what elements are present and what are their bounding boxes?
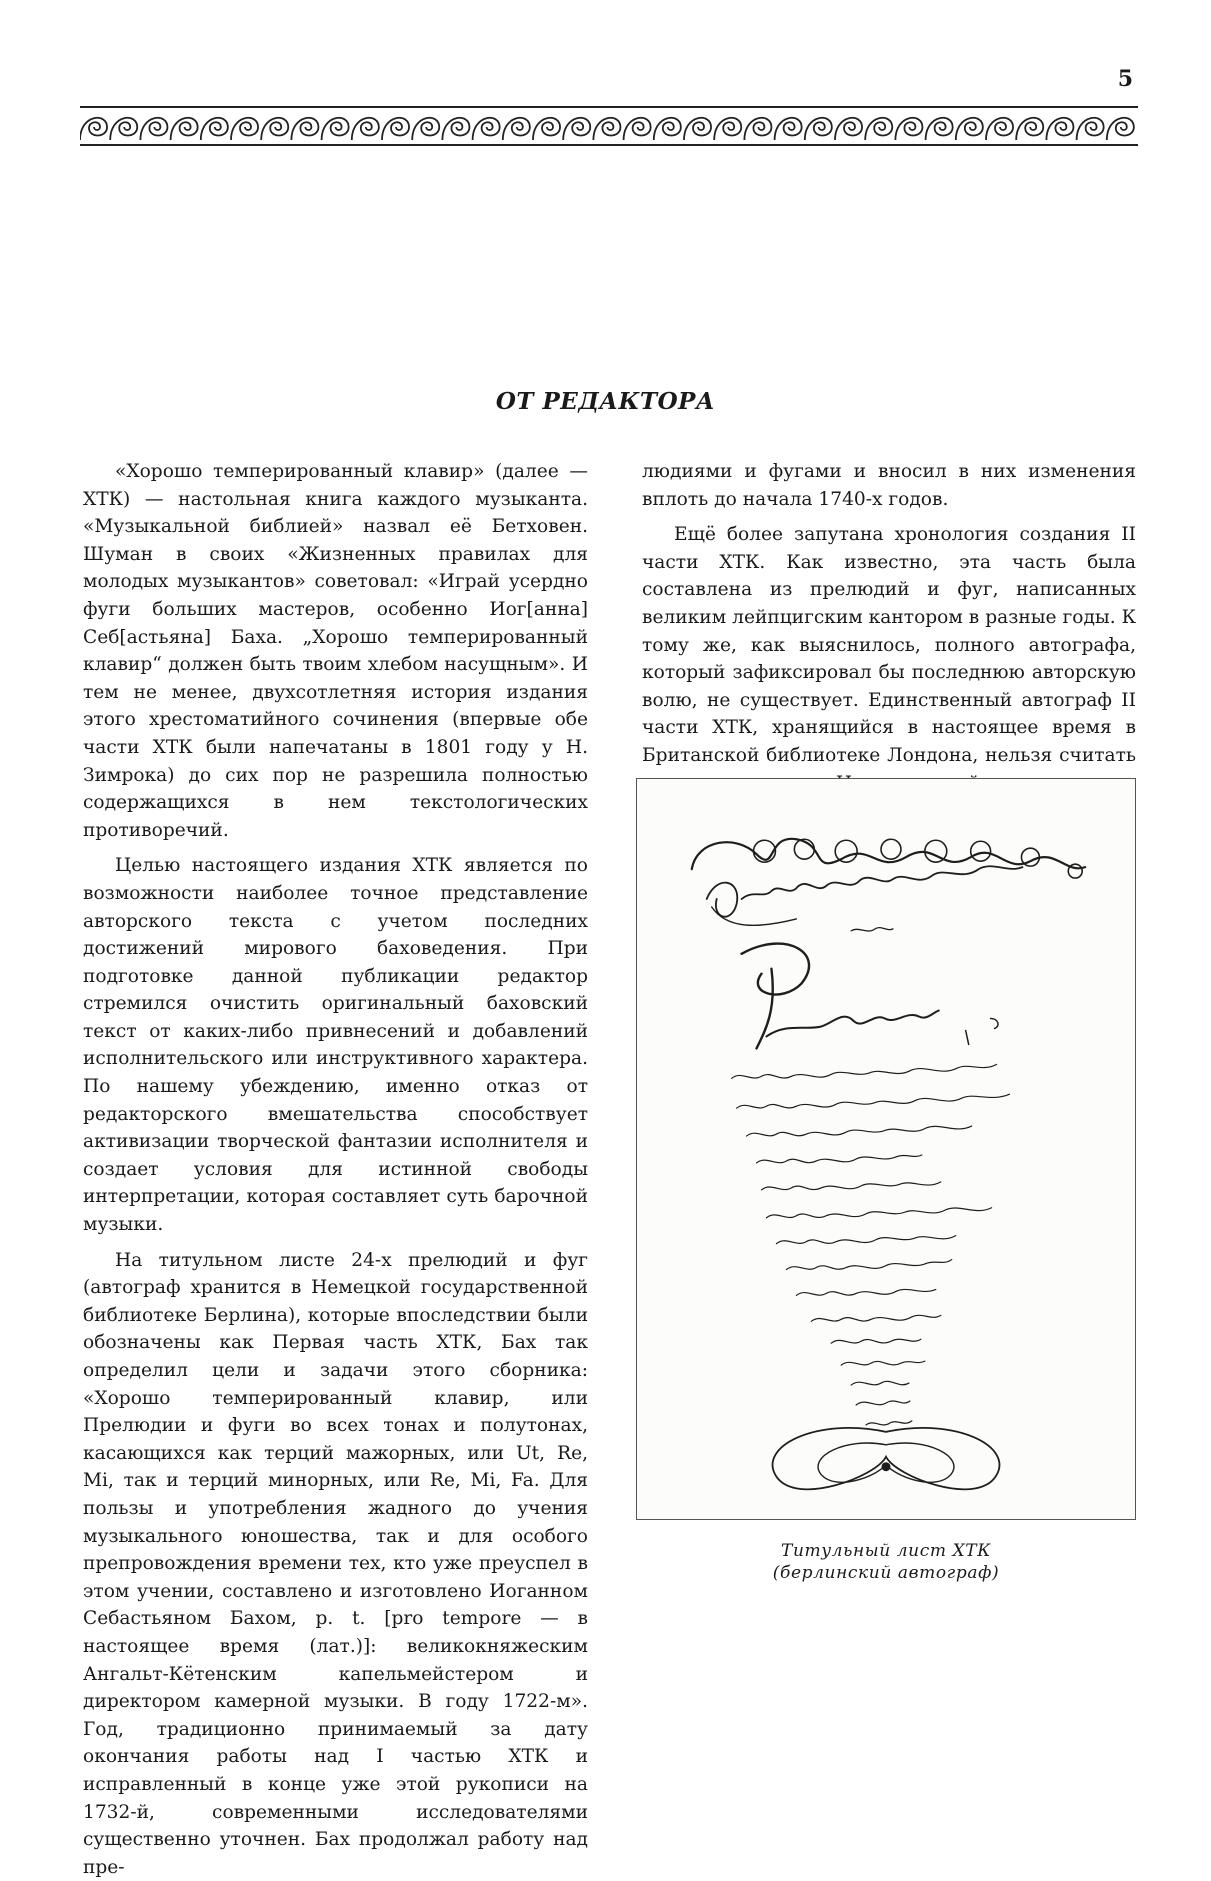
scroll-spiral	[201, 118, 228, 140]
scroll-spiral	[110, 118, 137, 140]
scroll-spiral	[412, 118, 439, 140]
scroll-spiral	[926, 118, 953, 140]
manuscript-title-page-image	[636, 778, 1136, 1520]
scroll-spiral	[322, 118, 349, 140]
paragraph: На титульном листе 24-х прелюдий и фуг (автограф хранится в Немецкой государственной библиотеке Берлина), которые впоследствии были обозначены как Первая часть ХТК, Бах так определил цели и задачи этого сборника: «Хорошо темперированный клавир, или Прелюдии и фуги во всех тонах и полутонах, касающихся как терций мажорных, или Ut, Re, Mi, так и терций минорных, или Re, Mi, Fa. Для пользы и употребления жадного до учения музыкального юношества, так и для особого препровождения времени тех, кто уже преуспел в этом учении, составлено и изготовлено Иоганном Себастьяном Бахом, p. t. [pro tempore — в настоящее время (лат.)]: великокняжеским Ангальт-Кётенским капельмейстером и директором камерной музыки. В году 1722-м». Год, традиционно принимаемый за дату окончания работы над I частью ХТК и исправленный в конце уже этой рукописи на 1732-й, современными исследователями существенно уточнен. Бах продолжал работу над пре-	[83, 1249, 588, 1878]
scroll-spiral	[744, 118, 771, 140]
scroll-spiral	[593, 118, 620, 140]
scroll-spiral	[684, 118, 711, 140]
paragraph: людиями и фугами и вносил в них изменения вплоть до начала 1740-х годов.	[642, 461, 1136, 510]
caption-line: (берлинский автограф)	[772, 1563, 1000, 1583]
scroll-spiral	[805, 118, 832, 140]
scroll-spiral	[352, 118, 379, 140]
scroll-ornament-border	[80, 104, 1138, 148]
scroll-spiral	[231, 118, 258, 140]
scroll-spiral	[533, 118, 560, 140]
scroll-spiral	[624, 118, 651, 140]
scroll-spiral	[382, 118, 409, 140]
scroll-spiral	[986, 118, 1013, 140]
scroll-spiral	[563, 118, 590, 140]
scroll-spiral	[473, 118, 500, 140]
scroll-spiral	[714, 118, 741, 140]
scroll-spiral	[775, 118, 802, 140]
paragraph: Целью настоящего издания ХТК является по возможности наиболее точное представление авторского текста с учетом последних достижений мирового баховедения. При подготовке данной публикации редактор стремился очистить оригинальный баховский текст от каких-либо привнесений и добавлений исполнительского или инструктивного характера. По нашему убеждению, именно отказ от редакторского вмешательства способствует активизации творческой фантазии исполнителя и создает условия для истинной свободы интерпретации, которая составляет суть барочной музыки.	[83, 855, 588, 1236]
right-text-column	[642, 458, 1136, 825]
scroll-spiral	[895, 118, 922, 140]
section-heading: ОТ РЕДАКТОРА	[495, 388, 716, 415]
scroll-spiral	[140, 118, 167, 140]
paragraph: Ещё более запутана хронология создания II части ХТК. Как известно, эта часть была составлена из прелюдий и фуг, написанных великим лейпцигским кантором в разные годы. К тому же, как выяснилось, полного автографа, который зафиксировал бы последнюю авторскую волю, не существует. Единственный автограф II части ХТК, хранящийся в настоящее время в Британской библиотеке Лондона, нельзя считать	[642, 524, 1136, 766]
scroll-spiral	[442, 118, 469, 140]
page-number: 5	[1117, 66, 1133, 92]
scroll-spiral	[1046, 118, 1073, 140]
scroll-spiral	[171, 118, 198, 140]
scroll-spiral	[261, 118, 288, 140]
scroll-spiral	[503, 118, 530, 140]
paragraph: «Хорошо темперированный клавир» (далее — ХТК) — настольная книга каждого музыканта. «Музыкальной библией» назвал её Бетховен. Шуман в своих «Жизненных правилах для молодых музыкантов» советовал: «Играй усердно фуги больших мастеров, особенно Иог[анна] Себ[астьяна] Баха. „Хорошо темперированный клавир“ должен быть твоим хлебом насущным». И тем не менее, двухсотлетняя история издания этого хрестоматийного сочинения (впервые обе части ХТК были напечатаны в 1801 году у Н. Зимрока) до сих пор не разрешила полностью содержащихся в нем текстологических противоречий.	[83, 461, 588, 841]
scroll-spiral	[654, 118, 681, 140]
caption-line: Титульный лист ХТК	[781, 1541, 991, 1561]
scroll-spiral	[1077, 118, 1104, 140]
scroll-spiral	[1107, 118, 1134, 140]
scroll-spiral	[835, 118, 862, 140]
figure-caption	[636, 1540, 1136, 1584]
left-text-column	[83, 458, 588, 1881]
scroll-spiral	[865, 118, 892, 140]
scroll-spiral	[291, 118, 318, 140]
scroll-spiral	[1016, 118, 1043, 140]
scroll-spiral	[956, 118, 983, 140]
scroll-spiral	[80, 118, 107, 140]
